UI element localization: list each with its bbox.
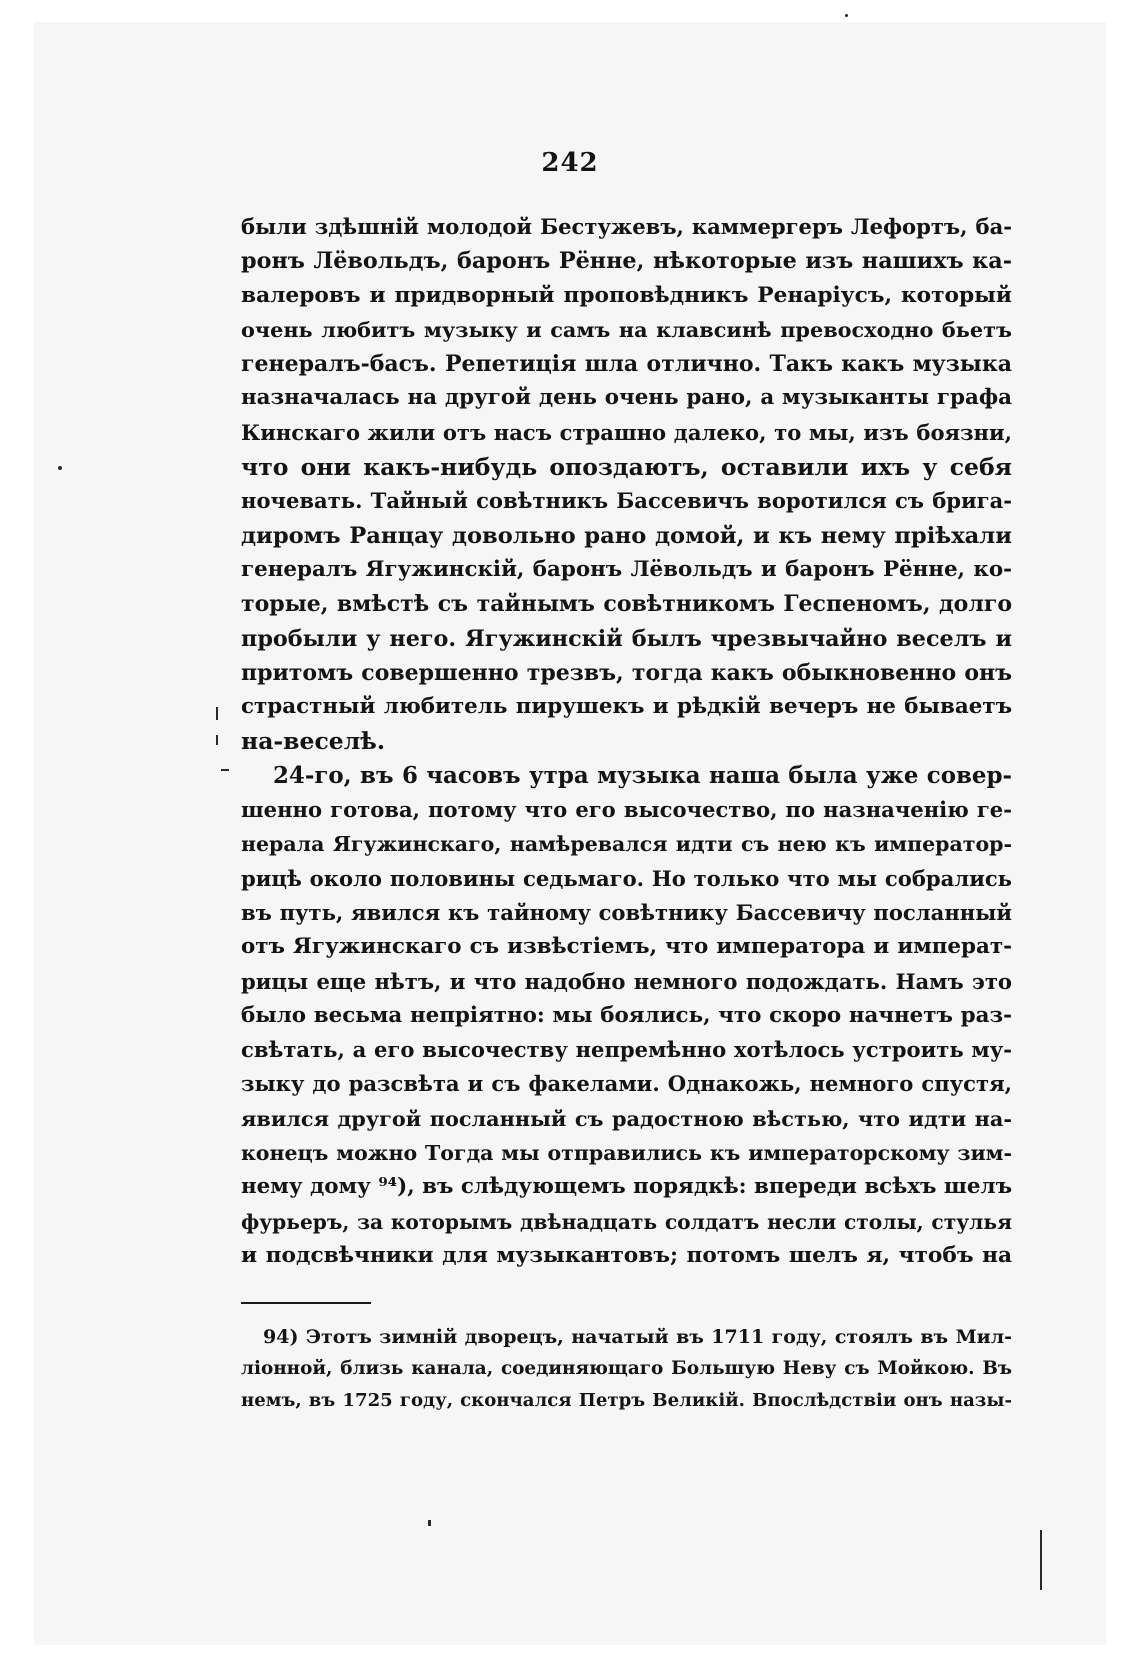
footnote-line: 94) Этотъ зимній дворецъ, начатый въ 1711 году, стоялъ въ Мил-: [263, 1326, 1012, 1348]
text-line: были здѣшній молодой Бестужевъ, каммергеръ Лефортъ, ба-: [241, 214, 1012, 239]
text-line: рицѣ около половины седьмаго. Но только что мы собрались: [241, 865, 1012, 891]
text-line: назначалась на другой день очень рано, а музыканты графа: [241, 385, 1012, 411]
text-line: отъ Ягужинскаго съ извѣстіемъ, что императора и императ-: [241, 934, 1012, 960]
page-number: 242: [541, 148, 599, 178]
scan-speck: [428, 1520, 431, 1526]
text-line: ронъ Лёвольдъ, баронъ Рённе, нѣкоторые изъ нашихъ ка-: [241, 248, 1012, 275]
text-line: ночевать. Тайный совѣтникъ Бассевичъ воротился съ брига-: [241, 488, 1012, 514]
text-line: 24-го, въ 6 часовъ утра музыка наша была уже совер-: [273, 761, 1012, 789]
text-line: нему дому ⁹⁴), въ слѣдующемъ порядкѣ: впереди всѣхъ шелъ: [241, 1174, 1012, 1200]
text-line: диромъ Ранцау довольно рано домой, и къ нему пріѣхали: [241, 522, 1012, 549]
text-line: страстный любитель пирушекъ и рѣдкій вечеръ не бываетъ: [241, 694, 1012, 720]
text-line: нерала Ягужинскаго, намѣревался идти съ нею къ император-: [241, 832, 1012, 857]
text-line: торые, вмѣстѣ съ тайнымъ совѣтникомъ Геспеномъ, долго: [241, 591, 1012, 618]
scan-speck: [216, 707, 218, 720]
text-line: что они какъ-нибудь опоздаютъ, оставили ихъ у себя: [241, 453, 1012, 482]
text-line: явился другой посланный съ радостною вѣстью, что идти на-: [241, 1105, 1012, 1131]
text-line: пробыли у него. Ягужинскій былъ чрезвычайно веселъ и: [241, 625, 1012, 652]
text-line: очень любитъ музыку и самъ на клавсинѣ превосходно бьетъ: [241, 316, 1012, 342]
text-line: зыку до разсвѣта и съ факелами. Однакожь, немного спустя,: [241, 1071, 1012, 1097]
text-line: было весьма непріятно: мы боялись, что скоро начнетъ раз-: [241, 1002, 1012, 1028]
text-line: рицы еще нѣтъ, и что надобно немного подождать. Намъ это: [241, 968, 1012, 994]
scan-speck: [221, 769, 229, 771]
text-line: генералъ-басъ. Репетиція шла отлично. Такъ какъ музыка: [241, 351, 1012, 378]
text-line: и подсвѣчники для музыкантовъ; потомъ шелъ я, чтобъ на: [241, 1242, 1012, 1268]
text-line: валеровъ и придворный проповѣдникъ Ренаріусъ, который: [241, 282, 1012, 308]
text-line: Кинскаго жили отъ насъ страшно далеко, то мы, изъ боязни,: [241, 419, 1012, 445]
text-line: притомъ совершенно трезвъ, тогда какъ обыкновенно онъ: [241, 659, 1012, 686]
scan-speck: [845, 14, 848, 17]
text-line: генералъ Ягужинскій, баронъ Лёвольдъ и баронъ Рённе, ко-: [241, 556, 1012, 582]
main-text: [241, 210, 1012, 1273]
scan-speck: [58, 466, 62, 470]
footnote-line: ліонной, близь канала, соединяющаго Большую Неву съ Мойкою. Въ: [241, 1358, 1012, 1379]
footnote-line: немъ, въ 1725 году, скончался Петръ Великій. Впослѣдствіи онъ назы-: [241, 1390, 1012, 1411]
text-line: шенно готова, потому что его высочество, по назначенію ге-: [241, 797, 1012, 823]
text-line: на-веселѣ.: [241, 727, 385, 756]
scan-speck: [1040, 1530, 1042, 1590]
text-line: свѣтать, а его высочеству непремѣнно хотѣлось устроить му-: [241, 1037, 1012, 1063]
text-line: фурьеръ, за которымъ двѣнадцать солдатъ несли столы, стулья: [241, 1209, 1012, 1234]
footnote: [241, 1321, 1012, 1417]
text-line: въ путь, явился къ тайному совѣтнику Бассевичу посланный: [241, 899, 1012, 925]
scan-speck: [216, 735, 218, 745]
text-line: конецъ можно Тогда мы отправились къ императорскому зим-: [241, 1141, 1012, 1166]
footnote-divider: [241, 1302, 371, 1304]
